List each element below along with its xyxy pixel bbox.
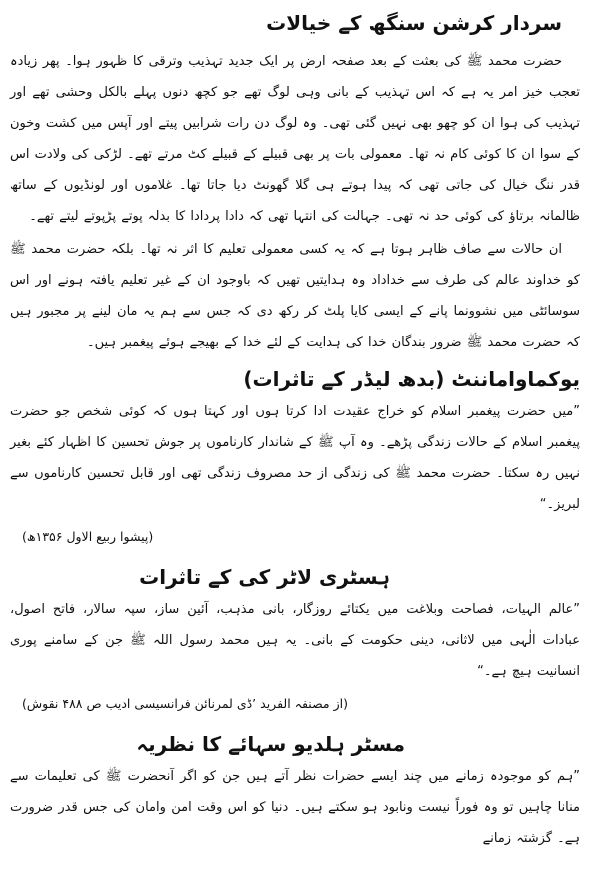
paragraph-krishan-singh-1: حضرت محمد ﷺ کی بعثت کے بعد صفحہ ارض پر ایک جدید تہذیب وترقی کا ظہور ہوا۔ پھر زیادہ تعجب خیز امر یہ ہے کہ اس تہذیب کے بانی وہی لوگ تھے جو کچھ دنوں پہلے بالکل وحشی تھے اور تہذیب کی ہوا ان کو چھو بھی نہیں گئی تھی۔ وہ لوگ دن رات شرابیں پیتے اور آپس میں کشت وخون کے سوا ان کا کوئی کام نہ تھا۔ معمولی بات پر بھی قبیلے کے قبیلے کٹ مرتے تھے۔ لڑکی کی ولادت اس قدر ننگ خیال کی جاتی تھی کہ پیدا ہوتے ہی گلا گھونٹ دیا جاتا تھا۔ غلاموں اور لونڈیوں کے ساتھ ظالمانہ برتاؤ کی کوئی حد نہ تھی۔ جہالت کی انتہا تھی کہ دادا پردادا کا بدلہ پوتے پڑپوتے لیتے تھے۔ [10, 54, 580, 224]
paragraph-buddhist-leader-quote: ”میں حضرت پیغمبر اسلام کو خراج عقیدت ادا کرتا ہوں اور کہتا ہوں کہ کوئی شخص جو حضرت پیغمبر اسلام کے حالات زندگی پڑھے۔ وہ آپ ﷺ کے شاندار کارناموں پر جوش تحسین کا اظہار کئے بغیر نہیں رہ سکتا۔ حضرت محمد ﷺ کی زندگی از حد مصروف زندگی تھی اور قابل تحسین کارناموں سے لبریز۔“ [10, 404, 580, 512]
section-heading-history-writer: ہسٹری لاٹر کی کے تاثرات [139, 565, 390, 589]
section-heading-buddhist-leader: یوکماواماننٹ (بدھ لیڈر کے تاثرات) [243, 367, 580, 391]
section-heading-krishan-singh: سردار کرشن سنگھ کے خیالات [266, 11, 562, 35]
paragraph-krishan-singh-2: ان حالات سے صاف ظاہر ہوتا ہے کہ یہ کسی معمولی تعلیم کا اثر نہ تھا۔ بلکہ حضرت محمد ﷺ کو خداوند عالم کی طرف سے خداداد وہ ہدایتیں تھیں کہ باوجود ان کے غیر تعلیم یافتہ ہونے اور اس سوسائٹی میں نشوونما پانے کے ایسی کایا پلٹ کر رکھ دی کہ جس سے ہم یہ مان لینے پر مجبور ہیں کہ حضرت محمد ﷺ ضرور بندگان خدا کی ہدایت کے لئے خدا کے بھیجے ہوئے پیغمبر ہیں۔ [10, 242, 580, 350]
section-heading-haldev-sahai: مسٹر ہلدیو سہائے کا نظریہ [136, 732, 405, 756]
paragraph-history-writer-quote: ”عالم الہیات، فصاحت وبلاغت میں یکتائے روزگار، بانی مذہب، آئین ساز، سپہ سالار، فاتح اصول، عبادات الٰہی میں لاثانی، دینی حکومت کے بانی۔ یہ ہیں محمد رسول اللہ ﷺ جن کے سامنے پوری انسانیت ہیچ ہے۔“ [10, 602, 580, 679]
paragraph-haldev-sahai-quote: ”ہم کو موجودہ زمانے میں چند ایسے حضرات نظر آتے ہیں جن کو اگر آنحضرت ﷺ کی تعلیمات سے منانا چاہیں تو وہ فوراً نیست ونابود ہو سکتے ہیں۔ دنیا کو اس وقت امن وامان کی جس قدر ضرورت ہے۔ گزشتہ زمانے [10, 769, 580, 846]
source-citation-peshwa: (پیشوا ربیع الاول ۱۳۵۶ھ) [22, 529, 154, 544]
source-citation-naqoosh: (از مصنفہ الفرید ’ڈی لمرنائن فرانسیسی ادیب ص ۴۸۸ نقوش) [22, 696, 348, 711]
